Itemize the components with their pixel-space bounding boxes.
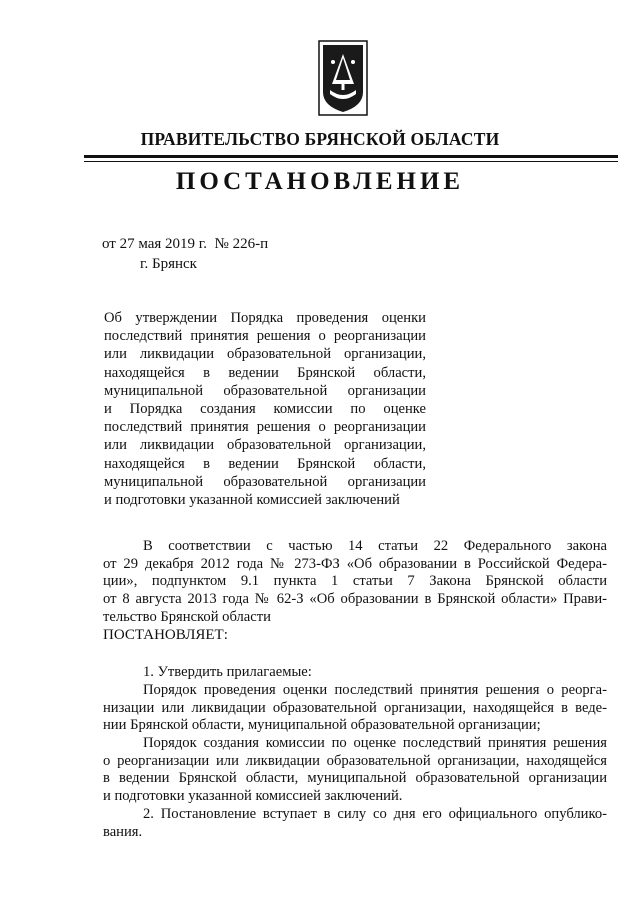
item-1-para-2-line: о реорганизации или ликвидации образовательной организации, находящейся: [103, 752, 607, 769]
subject-line: последствий принятия решения о реорганизации: [104, 328, 426, 345]
subject-line: муниципальной образовательной организации: [104, 382, 426, 399]
subject-line: или ликвидации образовательной организации,: [104, 437, 426, 454]
document-type: ПОСТАНОВЛЕНИЕ: [175, 168, 465, 195]
subject-line: Об утверждении Порядка проведения оценки: [104, 310, 426, 326]
document-body: [103, 538, 607, 841]
document-subject: [104, 309, 426, 509]
item-1-para-1-line: нии Брянской области, муниципальной образовательной организации;: [103, 717, 541, 734]
subject-line: находящейся в ведении Брянской области,: [104, 364, 426, 381]
header-rule-thin: [84, 161, 618, 162]
subject-line: и Порядка создания комиссии по оценке: [104, 401, 426, 418]
decree-word: ПОСТАНОВЛЯЕТ:: [103, 626, 228, 643]
preamble-line: ции», подпунктом 9.1 пункта 1 статьи 7 Закона Брянской области: [103, 573, 607, 590]
item-2-line: 2. Постановление вступает в силу со дня его официального опублико-: [143, 805, 607, 822]
item-1-para-2-line: Порядок создания комиссии по оценке последствий принятия решения: [143, 735, 607, 752]
document-date: 27 мая 2019 г.: [119, 236, 208, 252]
item-2-line: вания.: [103, 823, 143, 840]
subject-line: находящейся в ведении Брянской области,: [104, 455, 426, 472]
item-1-para-2-line: и подготовки указанной комиссией заключений.: [103, 788, 403, 805]
preamble-line: от 29 декабря 2012 года № 273-ФЗ «Об образовании в Российской Федера-: [103, 555, 607, 572]
preamble-line: от 8 августа 2013 года № 62-З «Об образовании в Брянской области» Прави-: [103, 591, 607, 608]
item-1-para-1-line: низации или ликвидации образовательной организации, находящейся в веде-: [103, 699, 607, 716]
subject-line: муниципальной образовательной организации: [104, 473, 426, 490]
item-1-title: 1. Утвердить прилагаемые:: [143, 664, 312, 681]
number-sign: №: [214, 236, 229, 252]
subject-line: или ликвидации образовательной организации,: [104, 346, 426, 363]
preamble-line: тельство Брянской области: [103, 608, 271, 625]
header-rule-thick: [84, 155, 618, 158]
bryansk-coat-of-arms-icon: [318, 40, 368, 116]
from-label: от: [102, 236, 116, 252]
document-city: г. Брянск: [140, 256, 197, 272]
item-1-para-2-line: в ведении Брянской области, муниципальной образовательной организации: [103, 770, 607, 787]
subject-line: последствий принятия решения о реорганизации: [104, 419, 426, 436]
item-1-para-1-line: Порядок проведения оценки последствий принятия решения о реорга-: [143, 681, 607, 698]
preamble-line: В соответствии с частью 14 статьи 22 Федерального закона: [143, 538, 607, 554]
document-number: 226-п: [232, 236, 269, 252]
document-meta: [102, 236, 268, 253]
organization-name: ПРАВИТЕЛЬСТВО БРЯНСКОЙ ОБЛАСТИ: [140, 129, 500, 149]
subject-line: и подготовки указанной комиссией заключений: [104, 492, 400, 509]
